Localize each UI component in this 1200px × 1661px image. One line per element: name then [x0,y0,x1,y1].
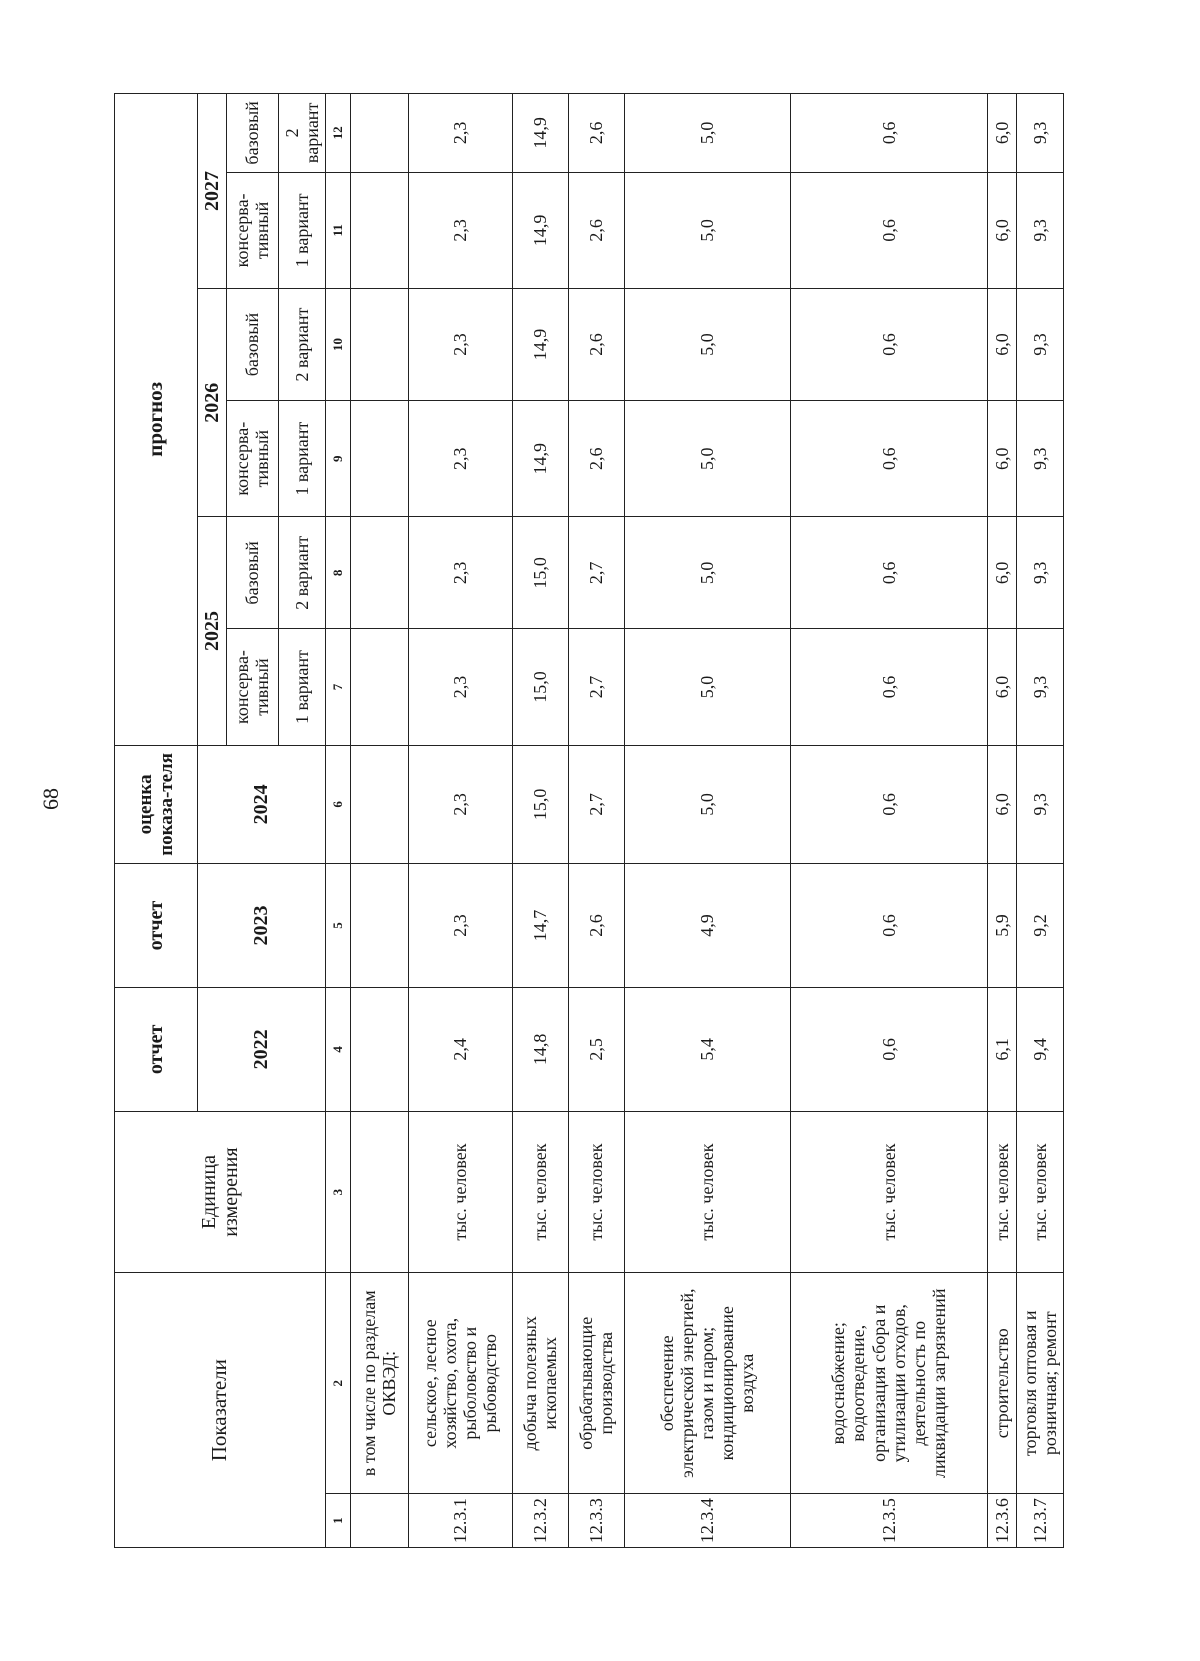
row-value [350,401,408,517]
table-row [512,94,568,1548]
row-value: 5,0 [624,94,790,173]
row-name: в том числе по разделам ОКВЭД: [350,1273,408,1494]
row-value [350,517,408,629]
table-row [350,94,408,1548]
row-value: 2,3 [408,94,512,173]
col-number: 5 [325,864,350,988]
row-unit: тыс. человек [987,1111,1016,1273]
row-value: 9,4 [1016,987,1063,1111]
col-number: 6 [325,745,350,863]
row-value: 2,6 [568,172,624,288]
row-name: сельское, лесное хозяйство, охота, рыболовство и рыбоводство [408,1273,512,1494]
header-variant1-2026: 1 вариант [278,401,325,517]
header-year-2022: 2022 [198,987,326,1111]
row-unit: тыс. человек [512,1111,568,1273]
header-variant1-2027: 1 вариант [278,172,325,288]
row-unit [350,1111,408,1273]
rotated-table-frame [114,93,1064,1548]
forecast-table [114,93,1064,1548]
header-variant2-2026: 2 вариант [278,289,325,401]
row-value: 6,0 [987,745,1016,863]
header-year-2027: 2027 [198,94,227,289]
col-number: 1 [325,1494,350,1548]
row-value: 6,0 [987,94,1016,173]
row-value: 9,3 [1016,517,1063,629]
row-value: 0,6 [790,745,987,863]
row-value: 0,6 [790,629,987,745]
row-value: 2,6 [568,94,624,173]
row-value: 2,3 [408,289,512,401]
header-year-2024: 2024 [198,745,326,863]
row-value: 14,9 [512,401,568,517]
row-value: 6,1 [987,987,1016,1111]
row-value: 15,0 [512,745,568,863]
row-code: 12.3.5 [790,1494,987,1548]
row-value: 15,0 [512,629,568,745]
row-value: 9,3 [1016,629,1063,745]
row-value: 9,3 [1016,401,1063,517]
header-report-2022: отчет [115,987,198,1111]
row-value [350,864,408,988]
col-number: 11 [325,172,350,288]
row-unit: тыс. человек [568,1111,624,1273]
row-value: 6,0 [987,517,1016,629]
row-name: обеспечение электрической энергией, газом и паром; кондиционирование воздуха [624,1273,790,1494]
row-value: 0,6 [790,94,987,173]
row-value: 14,7 [512,864,568,988]
row-value: 2,3 [408,864,512,988]
col-number: 2 [325,1273,350,1494]
row-value: 2,3 [408,629,512,745]
row-value: 14,8 [512,987,568,1111]
header-conservative-2027: консерва-тивный [227,172,279,288]
header-variant2-2025: 2 вариант [278,517,325,629]
row-value: 0,6 [790,987,987,1111]
row-code: 12.3.4 [624,1494,790,1548]
row-code: 12.3.7 [1016,1494,1063,1548]
header-base-2027: базовый [227,94,279,173]
row-value: 0,6 [790,289,987,401]
table-row [987,94,1016,1548]
header-variant1-2025: 1 вариант [278,629,325,745]
row-value: 2,6 [568,401,624,517]
row-unit: тыс. человек [624,1111,790,1273]
row-value: 5,0 [624,517,790,629]
row-name: водоснабжение; водоотведение, организация сбора и утилизации отходов, деятельность по ликвидации загрязнений [790,1273,987,1494]
row-code: 12.3.6 [987,1494,1016,1548]
header-indicators: Показатели [115,1273,326,1548]
header-year-2025: 2025 [198,517,227,745]
row-value: 5,0 [624,289,790,401]
row-value: 2,7 [568,629,624,745]
header-base-2026: базовый [227,289,279,401]
row-value: 5,0 [624,629,790,745]
table-row [1016,94,1063,1548]
row-value [350,94,408,173]
col-number: 3 [325,1111,350,1273]
row-value: 4,9 [624,864,790,988]
row-unit: тыс. человек [790,1111,987,1273]
page-number: 68 [38,788,63,810]
row-value: 0,6 [790,401,987,517]
col-number: 10 [325,289,350,401]
row-value: 2,7 [568,745,624,863]
col-number: 9 [325,401,350,517]
row-value: 2,3 [408,745,512,863]
row-value [350,289,408,401]
row-code: 12.3.1 [408,1494,512,1548]
header-report-2023: отчет [115,864,198,988]
table-row [790,94,987,1548]
row-value: 2,3 [408,517,512,629]
row-value: 5,0 [624,745,790,863]
row-value: 9,2 [1016,864,1063,988]
row-value: 6,0 [987,629,1016,745]
row-value: 9,3 [1016,745,1063,863]
row-value: 9,3 [1016,94,1063,173]
row-value: 14,9 [512,172,568,288]
header-variant2-2027: 2 вариант [278,94,325,173]
row-value: 2,4 [408,987,512,1111]
row-unit: тыс. человек [408,1111,512,1273]
row-value: 6,0 [987,289,1016,401]
row-value: 0,6 [790,172,987,288]
col-number: 7 [325,629,350,745]
row-value: 2,3 [408,172,512,288]
row-value: 5,0 [624,172,790,288]
header-base-2025: базовый [227,517,279,629]
row-value: 0,6 [790,864,987,988]
row-value: 9,3 [1016,289,1063,401]
col-number: 4 [325,987,350,1111]
header-unit: Единица измерения [115,1111,326,1273]
header-conservative-2026: консерва-тивный [227,401,279,517]
row-value: 5,4 [624,987,790,1111]
header-year-2026: 2026 [198,289,227,517]
header-forecast: прогноз [115,94,198,746]
table-row [624,94,790,1548]
row-value [350,629,408,745]
row-name: добыча полезных ископаемых [512,1273,568,1494]
table-row [408,94,512,1548]
row-value: 5,0 [624,401,790,517]
row-value: 6,0 [987,172,1016,288]
row-name: строительство [987,1273,1016,1494]
row-value: 2,6 [568,864,624,988]
table-row [568,94,624,1548]
row-code: 12.3.2 [512,1494,568,1548]
row-value [350,987,408,1111]
row-value [350,172,408,288]
row-value [350,745,408,863]
row-value: 14,9 [512,289,568,401]
row-value: 2,3 [408,401,512,517]
row-unit: тыс. человек [1016,1111,1063,1273]
row-code [350,1494,408,1548]
row-value: 9,3 [1016,172,1063,288]
row-code: 12.3.3 [568,1494,624,1548]
row-value: 2,6 [568,289,624,401]
header-estimate: оценка показа-теля [115,745,198,863]
row-name: торговля оптовая и розничная; ремонт [1016,1273,1063,1494]
row-name: обрабатывающие производства [568,1273,624,1494]
col-number: 8 [325,517,350,629]
row-value: 5,9 [987,864,1016,988]
row-value: 14,9 [512,94,568,173]
header-year-2023: 2023 [198,864,326,988]
col-number: 12 [325,94,350,173]
row-value: 2,5 [568,987,624,1111]
row-value: 15,0 [512,517,568,629]
row-value: 6,0 [987,401,1016,517]
row-value: 2,7 [568,517,624,629]
row-value: 0,6 [790,517,987,629]
header-conservative-2025: консерва-тивный [227,629,279,745]
